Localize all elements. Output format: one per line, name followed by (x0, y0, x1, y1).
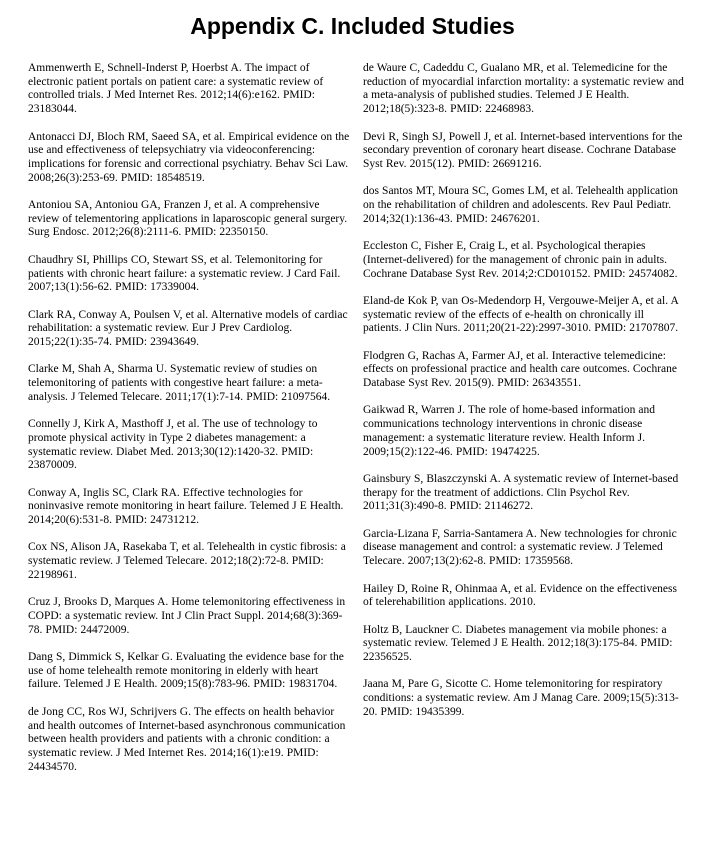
reference-citation: Jaana M, Pare G, Sicotte C. Home telemonitoring for respiratory conditions: a systematic review. Am J Manag Care. 2009;15(5):313-20. PMID: 19435399. (363, 678, 679, 718)
reference-citation: de Jong CC, Ros WJ, Schrijvers G. The effects on health behavior and health outcomes of Internet-based asynchronous communication between health providers and patients with a chronic condition: a systematic review. J Med Internet Res. 2014;16(1):e19. PMID: 24434570. (28, 705, 346, 773)
reference-citation: Clark RA, Conway A, Poulsen V, et al. Alternative models of cardiac rehabilitation: a systematic review. Eur J Prev Cardiolog. 2015;22(1):35-74. PMID: 23943649. (28, 308, 348, 348)
reference-citation: dos Santos MT, Moura SC, Gomes LM, et al. Telehealth application on the rehabilitation of children and adolescents. Rev Paul Pediatr. 2014;32(1):136-43. PMID: 24676201. (363, 185, 679, 225)
reference-citation: Clarke M, Shah A, Sharma U. Systematic review of studies on telemonitoring of patients with congestive heart failure: a meta-analysis. J Telemed Telecare. 2011;17(1):7-14. PMID: 21097564. (28, 363, 331, 403)
reference-citation: Chaudhry SI, Phillips CO, Stewart SS, et al. Telemonitoring for patients with chronic heart failure: a systematic review. J Card Fail. 2007;13(1):56-62. PMID: 17339004. (28, 253, 341, 294)
reference-column-left (28, 62, 350, 788)
reference-citation: Antonacci DJ, Bloch RM, Saeed SA, et al. Empirical evidence on the use and effectiveness of telepsychiatry via videoconferencing: implications for forensic and correctional psychiatry. Behav Sci Law. 2008;26(3):253-69. PMID: 18548519. (28, 130, 350, 184)
reference-citation: Cruz J, Brooks D, Marques A. Home telemonitoring effectiveness in COPD: a systematic review. Int J Clin Pract Suppl. 2014;68(3):369-78. PMID: 24472009. (28, 596, 346, 636)
reference-citation: Connelly J, Kirk A, Masthoff J, et al. The use of technology to promote physical activity in Type 2 diabetes management: a systematic review. Diabet Med. 2013;30(12):1420-32. PMID: 23870009. (28, 418, 318, 472)
reference-citation: Cox NS, Alison JA, Rasekaba T, et al. Telehealth in cystic fibrosis: a systematic review. J Telemed Telecare. 2012;18(2):72-8. PMID: 22198961. (28, 541, 346, 581)
reference-columns (28, 62, 685, 788)
reference-citation: Conway A, Inglis SC, Clark RA. Effective technologies for noninvasive remote monitoring in heart failure. Telemed J E Health. 2014;20(6):531-8. PMID: 24731212. (28, 486, 344, 527)
reference-citation: Gainsbury S, Blaszczynski A. A systematic review of Internet-based therapy for the treatment of addictions. Clin Psychol Rev. 2011;31(3):490-8. PMID: 21146272. (363, 472, 679, 513)
reference-citation: Ammenwerth E, Schnell-Inderst P, Hoerbst A. The impact of electronic patient portals on patient care: a systematic review of controlled trials. J Med Internet Res. 2012;14(6):e162. PMID: 23183044. (28, 62, 324, 116)
reference-citation: Eland-de Kok P, van Os-Medendorp H, Vergouwe-Meijer A, et al. A systematic review of the effects of e-health on chronically ill patients. J Clin Nurs. 2011;20(21-22):2997-3010. PMID: 21707807. (363, 294, 679, 335)
reference-citation: Antoniou SA, Antoniou GA, Franzen J, et al. A comprehensive review of telementoring applications in laparoscopic general surgery. Surg Endosc. 2012;26(8):2111-6. PMID: 22350150. (28, 199, 348, 239)
reference-citation: Dang S, Dimmick S, Kelkar G. Evaluating the evidence base for the use of home telehealth remote monitoring in elderly with heart failure. Telemed J E Health. 2009;15(8):783-96. PMID: 19831704. (28, 651, 344, 691)
reference-citation: de Waure C, Cadeddu C, Gualano MR, et al. Telemedicine for the reduction of myocardial infarction mortality: a systematic review and a meta-analysis of published studies. Telemed J E Health. 2012;18(5):323-8. PMID: 22468983. (363, 62, 684, 116)
reference-citation: Devi R, Singh SJ, Powell J, et al. Internet-based interventions for the secondary prevention of coronary heart disease. Cochrane Database Syst Rev. 2015(12). PMID: 26691216. (363, 130, 683, 170)
reference-citation: Hailey D, Roine R, Ohinmaa A, et al. Evidence on the effectiveness of telerehabilition applications. 2010. (363, 582, 677, 609)
reference-citation: Gaikwad R, Warren J. The role of home-based information and communications technology interventions in chronic disease management: a systematic literature review. Health Inform J. 2009;15(2):122-46. PMID: 19474225. (363, 404, 656, 458)
reference-citation: Flodgren G, Rachas A, Farmer AJ, et al. Interactive telemedicine: effects on professional practice and health care outcomes. Cochrane Database Syst Rev. 2015(9). PMID: 26343551. (363, 349, 677, 390)
reference-citation: Eccleston C, Fisher E, Craig L, et al. Psychological therapies (Internet-delivered) for the management of chronic pain in adults. Cochrane Database Syst Rev. 2014;2:CD010152. PMID: 24574082. (363, 240, 678, 280)
reference-citation: Garcia-Lizana F, Sarria-Santamera A. New technologies for chronic disease management and control: a systematic review. J Telemed Telecare. 2007;13(2):62-8. PMID: 17359568. (363, 527, 677, 568)
reference-citation: Holtz B, Lauckner C. Diabetes management via mobile phones: a systematic review. Telemed J E Health. 2012;18(3):175-84. PMID: 22356525. (363, 623, 673, 664)
page-title: Appendix C. Included Studies (190, 13, 515, 39)
reference-column-right (363, 62, 685, 788)
